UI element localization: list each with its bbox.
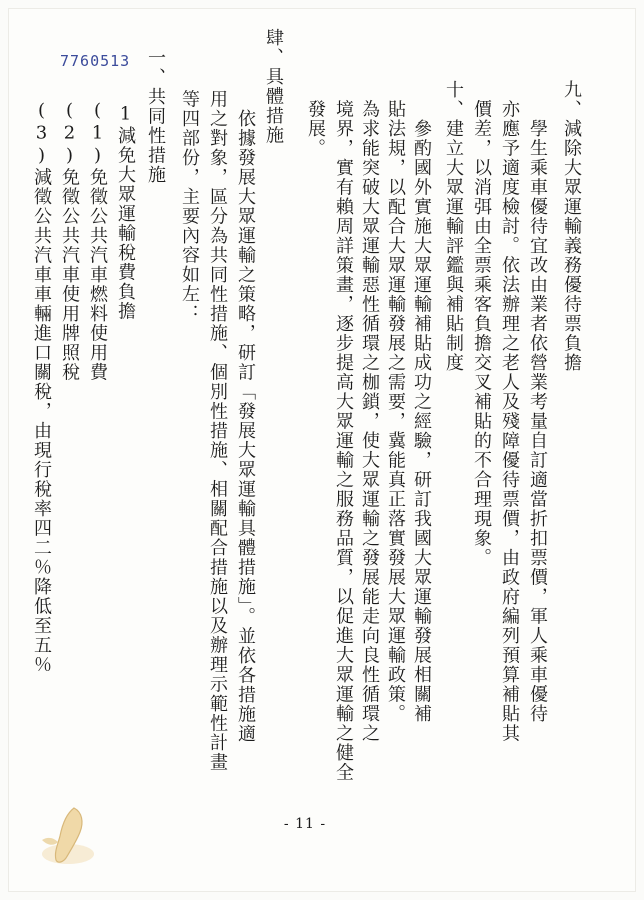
list-item: 1減免大眾運輸稅費負擔 — [115, 84, 136, 321]
list-subitem: (3)減徵公共汽車車輛進口關稅，由現行稅率四二％降低至五％ — [31, 100, 52, 675]
subsection-heading: 一、共同性措施 — [145, 48, 166, 185]
paragraph-line: 亦應予適度檢討。依法辦理之老人及殘障優待票價，由政府編列預算補貼其 — [499, 80, 520, 743]
paragraph-line: 境界，實有賴周詳策畫，逐步提高大眾運輸之服務品質，以促進大眾運輸之健全 — [333, 80, 354, 782]
paragraph-line: 用之對象，區分為共同性措施、個別性措施、相關配合措施以及辦理示範性計畫 — [207, 70, 228, 772]
heading-nine: 九、減除大眾運輸義務優待票負擔 — [561, 80, 582, 373]
paragraph-line: 等四部份，主要內容如左： — [179, 70, 200, 324]
paragraph-line: 為求能突破大眾運輸惡性循環之枷鎖，使大眾運輸之發展能走向良性循環之 — [359, 80, 380, 743]
paragraph-line: 價差，以消弭由全票乘客負擔交叉補貼的不合理現象。 — [471, 80, 492, 568]
paragraph-line: 發展。 — [305, 80, 326, 158]
paragraph-line: 參酌國外實施大眾運輸補貼成功之經驗，研訂我國大眾運輸發展相關補 — [411, 80, 432, 724]
paragraph-line: 依據發展大眾運輸之策略，研訂「發展大眾運輸具體措施」。並依各措施適 — [235, 70, 256, 744]
paragraph-line: 學生乘車優待宜改由業者依營業考量自訂適當折扣票價，軍人乘車優待 — [527, 80, 548, 724]
heading-ten: 十、建立大眾運輸評鑑與補貼制度 — [443, 80, 464, 373]
section-heading-four: 肆、具體措施 — [263, 28, 284, 145]
paragraph-line: 貼法規，以配合大眾運輸發展之需要，冀能真正落實發展大眾運輸政策。 — [385, 80, 406, 724]
page-number: - 11 - — [283, 816, 327, 832]
list-subitem: (2)免徵公共汽車使用牌照稅 — [59, 100, 80, 382]
taiwan-map-watermark-icon — [36, 802, 100, 872]
archive-stamp-number: 7760513 — [60, 52, 131, 70]
list-subitem: (1)免徵公共汽車燃料使用費 — [87, 100, 108, 382]
